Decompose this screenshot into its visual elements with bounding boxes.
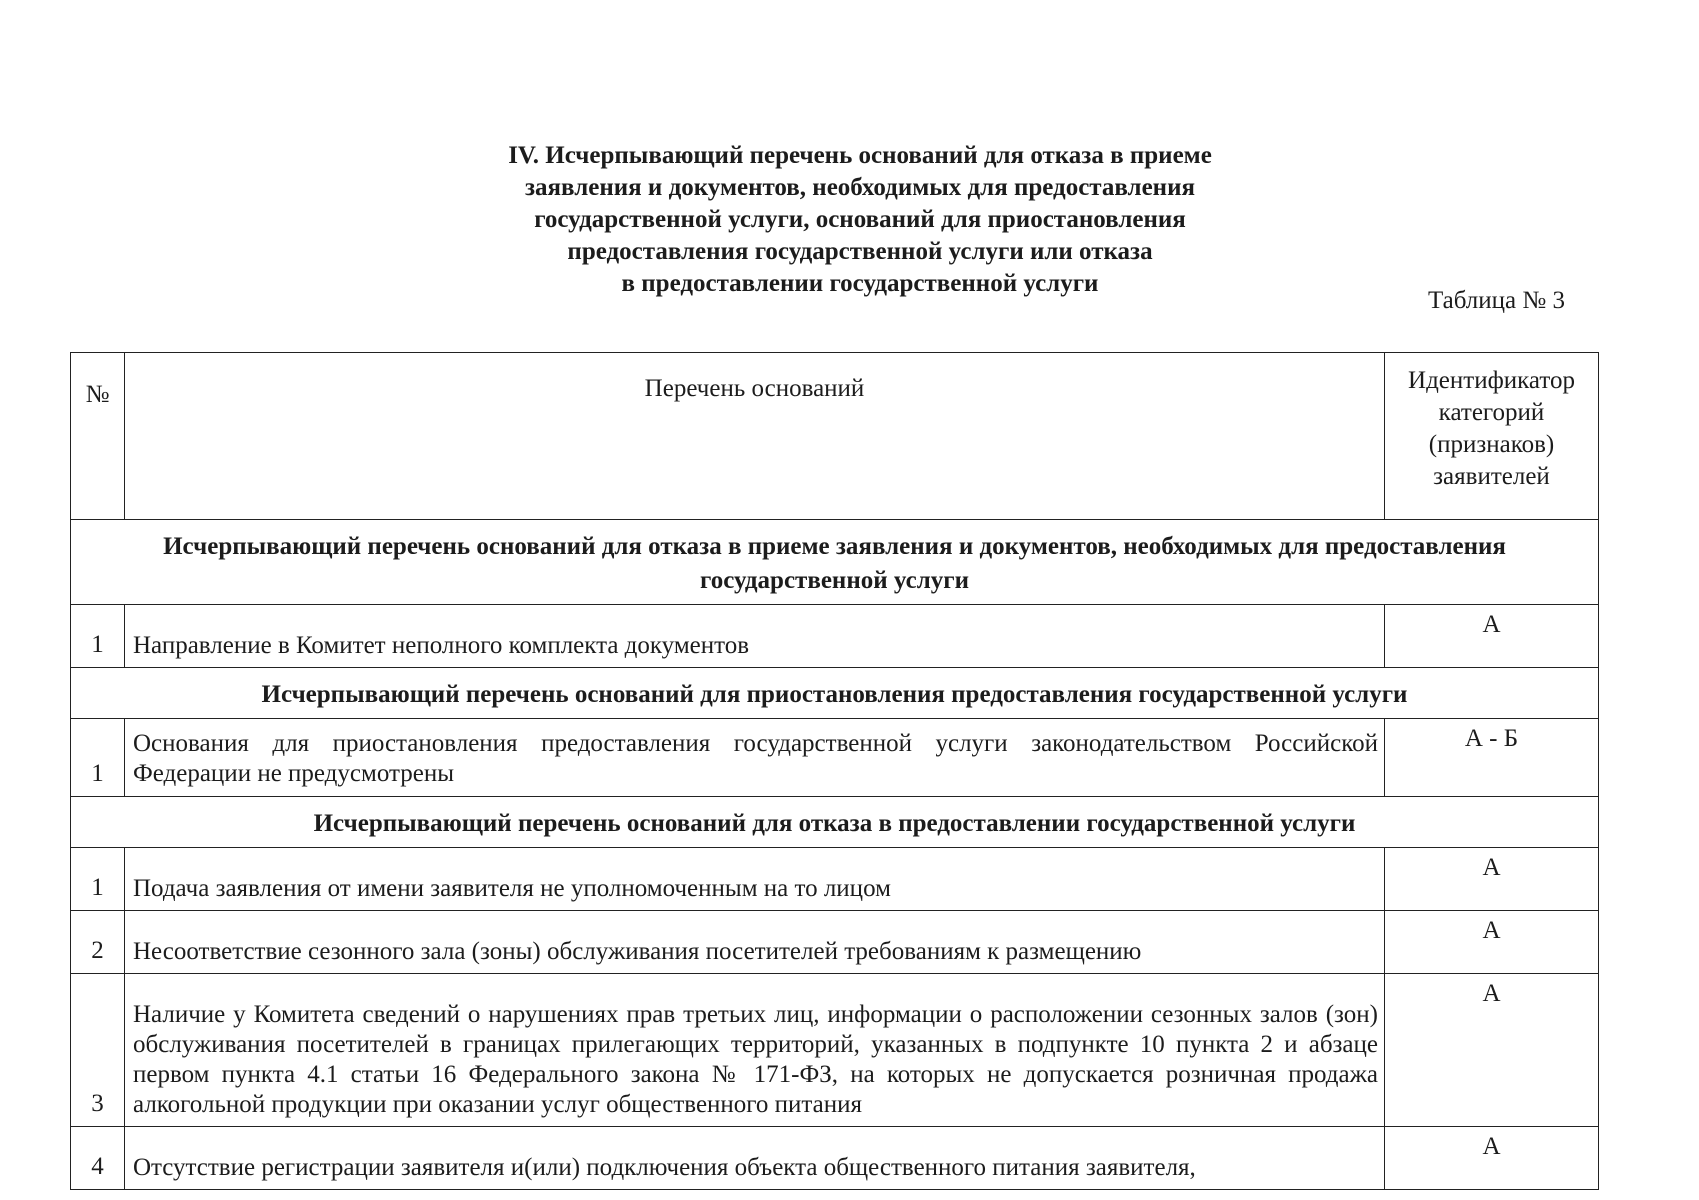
row-number: 3 bbox=[71, 974, 125, 1127]
row-identifier: А bbox=[1385, 848, 1599, 911]
row-number: 4 bbox=[71, 1127, 125, 1190]
header-identifier-line: категорий bbox=[1438, 399, 1545, 426]
heading-line: предоставления государственной услуги или отказа bbox=[567, 238, 1153, 265]
table-row bbox=[71, 719, 1599, 797]
header-num: № bbox=[71, 353, 125, 520]
table-row bbox=[71, 1127, 1599, 1190]
section-title: Исчерпывающий перечень оснований для отказа в предоставлении государственной услуги bbox=[71, 797, 1599, 848]
table-row bbox=[71, 974, 1599, 1127]
row-text: Подача заявления от имени заявителя не уполномоченным на то лицом bbox=[125, 848, 1385, 911]
row-number: 2 bbox=[71, 911, 125, 974]
heading-line: в предоставлении государственной услуги bbox=[621, 270, 1099, 297]
header-grounds: Перечень оснований bbox=[125, 353, 1385, 520]
heading-line: государственной услуги, оснований для приостановления bbox=[534, 206, 1186, 233]
section-title-row bbox=[71, 520, 1599, 605]
heading-line: IV. Исчерпывающий перечень оснований для отказа в приеме bbox=[508, 142, 1212, 169]
header-identifier-line: Идентификатор bbox=[1408, 367, 1575, 394]
row-identifier: А - Б bbox=[1385, 719, 1599, 797]
section-title-row bbox=[71, 668, 1599, 719]
row-identifier: А bbox=[1385, 974, 1599, 1127]
row-identifier: А bbox=[1385, 911, 1599, 974]
section-title-row bbox=[71, 797, 1599, 848]
row-text: Несоответствие сезонного зала (зоны) обслуживания посетителей требованиям к размещению bbox=[125, 911, 1385, 974]
table-number: Таблица № 3 bbox=[1427, 287, 1565, 314]
row-number: 1 bbox=[71, 605, 125, 668]
header-identifier bbox=[1385, 353, 1599, 520]
table-row bbox=[71, 605, 1599, 668]
section-heading bbox=[360, 140, 1360, 300]
section-title: Исчерпывающий перечень оснований для приостановления предоставления государственной услуги bbox=[71, 668, 1599, 719]
table-header-row bbox=[71, 353, 1599, 520]
row-text: Основания для приостановления предоставления государственной услуги законодательством Российской Федерации не предусмотрены bbox=[125, 719, 1385, 797]
row-identifier: А bbox=[1385, 605, 1599, 668]
grounds-table bbox=[70, 352, 1599, 1190]
row-identifier: А bbox=[1385, 1127, 1599, 1190]
row-text: Направление в Комитет неполного комплекта документов bbox=[125, 605, 1385, 668]
table-row bbox=[71, 911, 1599, 974]
row-text: Наличие у Комитета сведений о нарушениях прав третьих лиц, информации о расположении сезонных залов (зон) обслуживания посетителей в границах прилегающих территорий, указанных в подпункте 10 пункта 2 и абзаце первом пункта 4.1 статьи 16 Федерального закона № 171-ФЗ, на которых не допускается розничная продажа алкогольной продукции при оказании услуг общественного питания bbox=[125, 974, 1385, 1127]
table-row bbox=[71, 848, 1599, 911]
heading-line: заявления и документов, необходимых для предоставления bbox=[524, 174, 1196, 201]
row-text: Отсутствие регистрации заявителя и(или) подключения объекта общественного питания заявителя, bbox=[125, 1127, 1385, 1190]
header-identifier-line: заявителей bbox=[1433, 463, 1550, 490]
header-identifier-line: (признаков) bbox=[1428, 431, 1555, 458]
row-number: 1 bbox=[71, 719, 125, 797]
section-title: Исчерпывающий перечень оснований для отказа в приеме заявления и документов, необходимых для предоставления государственной услуги bbox=[71, 520, 1599, 605]
row-number: 1 bbox=[71, 848, 125, 911]
